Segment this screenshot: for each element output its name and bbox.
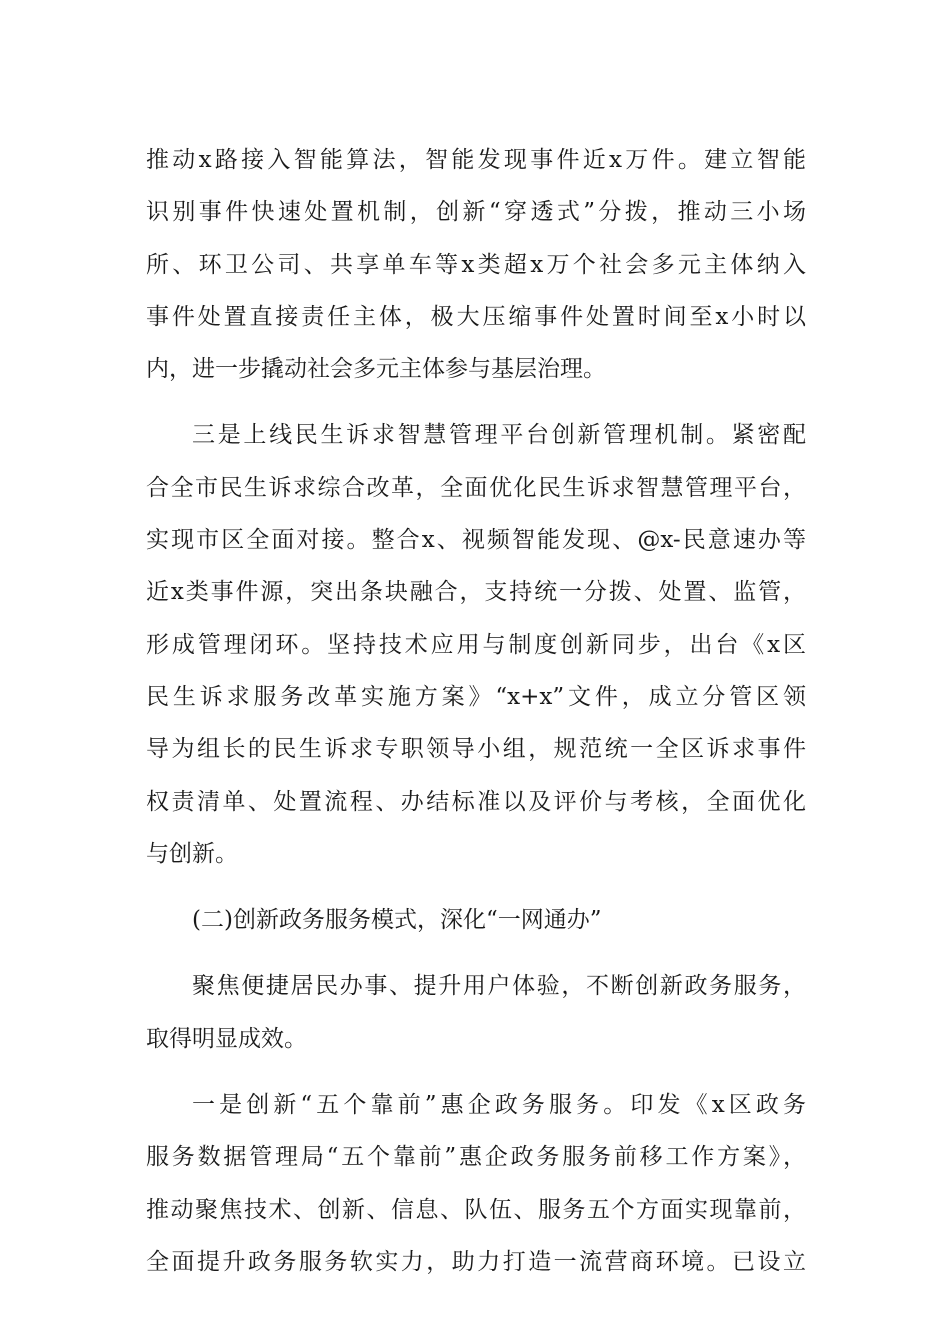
text-line: 形成管理闭环。坚持技术应用与制度创新同步，出台《x区 [146,631,806,658]
text-line: 推动聚焦技术、创新、信息、队伍、服务五个方面实现靠前， [146,1196,806,1223]
text-line: 聚焦便捷居民办事、提升用户体验，不断创新政务服务， [192,973,806,1000]
text-line: 事件处置直接责任主体，极大压缩事件处置时间至x小时以 [146,303,806,330]
text-line: 近x类事件源，突出条块融合，支持统一分拨、处置、监管， [146,579,806,606]
text-line: 内，进一步撬动社会多元主体参与基层治理。 [146,356,606,383]
text-line: 三是上线民生诉求智慧管理平台创新管理机制。紧密配 [192,422,806,449]
text-line: 取得明显成效。 [146,1025,307,1052]
text-line: 全面提升政务服务软实力，助力打造一流营商环境。已设立 [146,1248,806,1275]
paragraph-civic-appeals-platform [146,409,806,880]
text-line: 所、环卫公司、共享单车等x类超x万个社会多元主体纳入 [146,251,806,278]
text-line: 权责清单、处置流程、办结标准以及评价与考核，全面优化 [146,788,806,815]
text-line: 识别事件快速处置机制，创新“穿透式”分拨，推动三小场 [146,199,806,226]
text-line: 一是创新“五个靠前”惠企政务服务。印发《x区政务 [192,1092,806,1119]
text-line: 实现市区全面对接。整合x、视频智能发现、@x-民意速办等 [146,527,806,554]
text-line: 导为组长的民生诉求专职领导小组，规范统一全区诉求事件 [146,736,806,763]
section-heading [146,894,806,946]
text-line: 与创新。 [146,840,238,867]
heading-line: (二)创新政务服务模式，深化“一网通办” [192,907,602,934]
text-line: 推动x路接入智能算法，智能发现事件近x万件。建立智能 [146,147,806,173]
text-line: 合全市民生诉求综合改革，全面优化民生诉求智慧管理平台， [146,474,806,501]
paragraph-five-forward [146,1079,806,1288]
paragraph-intelligent-detection [146,134,806,395]
text-line: 民生诉求服务改革实施方案》“x+x”文件，成立分管区领 [146,683,806,710]
document-page [146,134,806,1288]
text-line: 服务数据管理局“五个靠前”惠企政务服务前移工作方案》， [146,1144,806,1171]
paragraph-service-focus [146,960,806,1065]
